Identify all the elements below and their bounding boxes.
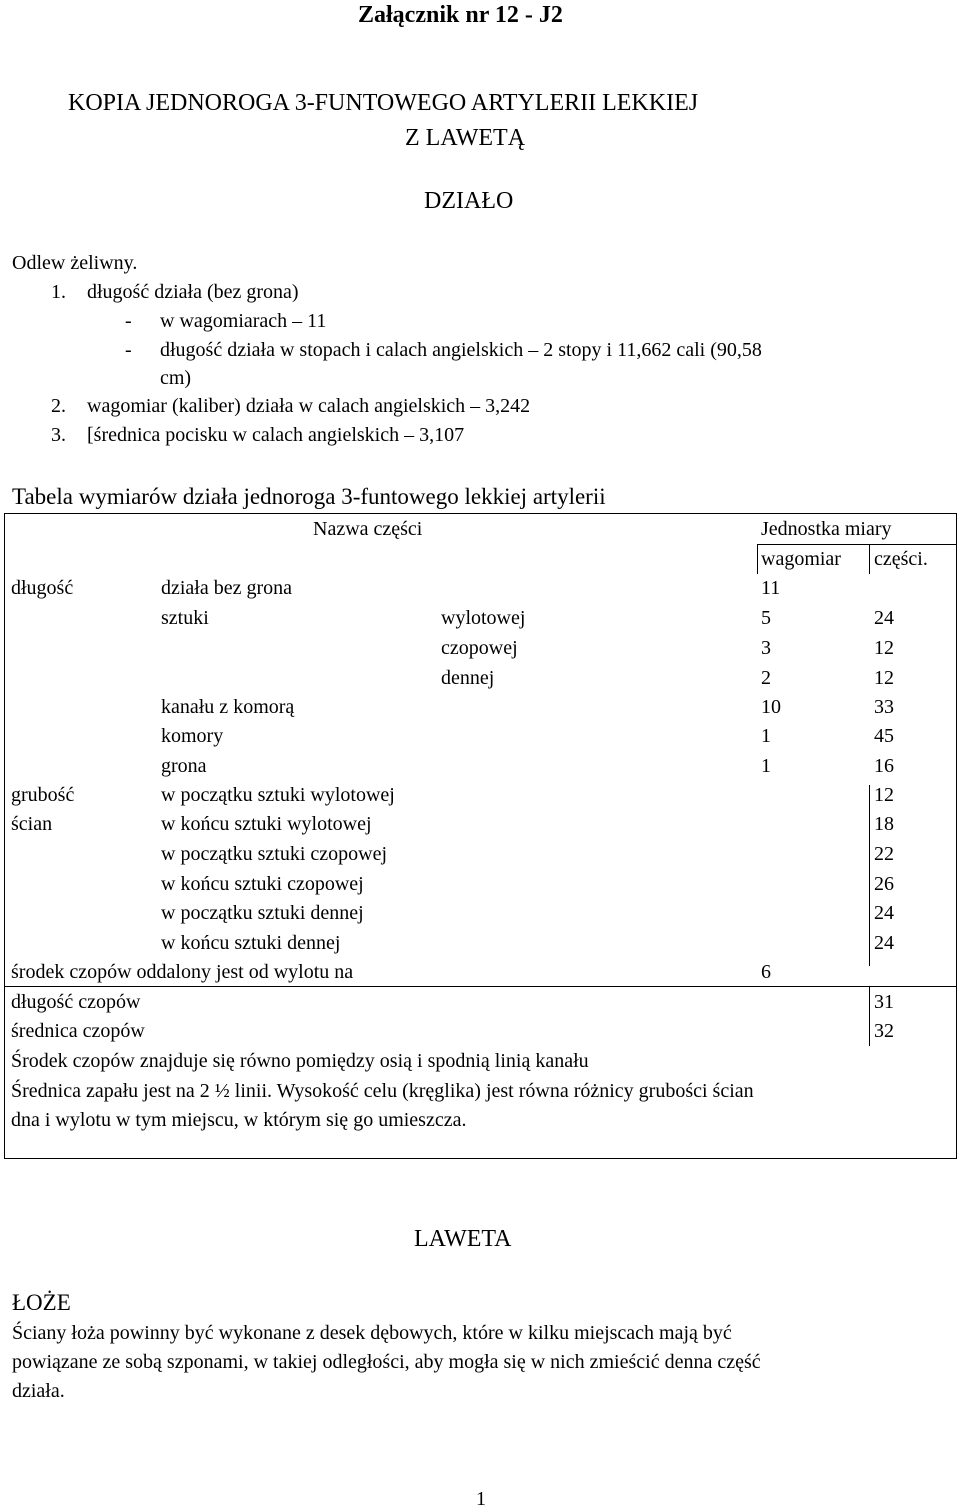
header-unit-wagomiar: wagomiar: [761, 548, 841, 570]
row-label: środek czopów oddalony jest od wylotu na: [11, 961, 354, 983]
row-value-czesci: 18: [874, 813, 894, 835]
grid-line: [869, 986, 870, 1046]
row-value-wagomiar: 6: [761, 961, 771, 983]
row-value-czesci: 22: [874, 843, 894, 865]
carriage-paragraph-line2: powiązane ze sobą szponami, w takiej odległości, aby mogła się w nich zmieścić denna część: [12, 1351, 761, 1373]
row-value-wagomiar: 3: [761, 637, 771, 659]
grid-line: [757, 544, 758, 574]
grid-line: [869, 785, 870, 966]
intro-item-5: [średnica pocisku w calach angielskich – 3,107: [87, 424, 465, 446]
row-value-wagomiar: 1: [761, 755, 771, 777]
intro-item-3-continued: cm): [160, 367, 192, 389]
row-value-wagomiar: 11: [761, 577, 781, 599]
row-value-wagomiar: 10: [761, 696, 781, 718]
carriage-paragraph-line3: działa.: [12, 1380, 65, 1402]
row-value-czesci: 12: [874, 637, 894, 659]
cast-note: Odlew żeliwny.: [12, 252, 138, 274]
row-sublabel: czopowej: [441, 637, 518, 659]
row-value-czesci: 24: [874, 902, 894, 924]
intro-num-1: 1.: [51, 281, 66, 303]
row-label: grona: [161, 755, 207, 777]
note-fuse-line1: Średnica zapału jest na 2 ½ linii. Wysokość celu (kręglika) jest równa różnicy grubości ścian: [11, 1080, 754, 1102]
note-trunnion-axis: Środek czopów znajduje się równo pomiędzy osią i spodnią linią kanału: [11, 1050, 589, 1072]
header-part-name: Nazwa części: [313, 518, 423, 540]
document-title-line2: Z LAWETĄ: [405, 125, 526, 151]
row-label: w początku sztuki dennej: [161, 902, 364, 924]
intro-num-3: -: [125, 339, 132, 361]
intro-item-1: długość działa (bez grona): [87, 281, 299, 303]
row-value-czesci: 24: [874, 932, 894, 954]
group-thickness-walls: ścian: [11, 813, 53, 835]
row-value-czesci: 26: [874, 873, 894, 895]
row-value-czesci: 33: [874, 696, 894, 718]
row-label: sztuki: [161, 607, 209, 629]
intro-item-3: długość działa w stopach i calach angielskich – 2 stopy i 11,662 cali (90,58: [160, 339, 762, 361]
row-label: komory: [161, 725, 224, 747]
row-value-czesci: 31: [874, 991, 894, 1013]
row-label: w końcu sztuki wylotowej: [161, 813, 372, 835]
row-label: działa bez grona: [161, 577, 293, 599]
row-value-czesci: 16: [874, 755, 894, 777]
row-value-wagomiar: 1: [761, 725, 771, 747]
row-label: w końcu sztuki czopowej: [161, 873, 364, 895]
intro-item-4: wagomiar (kaliber) działa w calach angielskich – 3,242: [87, 395, 531, 417]
note-fuse-line2: dna i wylotu w tym miejscu, w którym się go umieszcza.: [11, 1109, 467, 1131]
row-label: w końcu sztuki dennej: [161, 932, 341, 954]
intro-num-4: 2.: [51, 395, 66, 417]
grid-line: [757, 544, 957, 545]
row-sublabel: dennej: [441, 667, 495, 689]
row-value-czesci: 12: [874, 784, 894, 806]
table-caption: Tabela wymiarów działa jednoroga 3-funtowego lekkiej artylerii: [12, 484, 606, 509]
group-thickness: grubość: [11, 784, 75, 806]
intro-num-2: -: [125, 310, 132, 332]
section-heading-gun: DZIAŁO: [424, 188, 514, 214]
dimensions-table: [4, 513, 957, 1159]
page-number: 1: [476, 1488, 486, 1510]
section-heading-carriage: LAWETA: [414, 1226, 512, 1252]
row-label: w początku sztuki wylotowej: [161, 784, 395, 806]
row-value-czesci: 32: [874, 1020, 894, 1042]
annex-label: Załącznik nr 12 - J2: [358, 2, 563, 28]
row-value-czesci: 12: [874, 667, 894, 689]
group-length: długość: [11, 577, 74, 599]
grid-line: [5, 986, 957, 987]
carriage-paragraph-line1: Ściany łoża powinny być wykonane z desek dębowych, które w kilku miejscach mają być: [12, 1322, 732, 1344]
row-label: kanału z komorą: [161, 696, 295, 718]
row-value-wagomiar: 2: [761, 667, 771, 689]
row-label: średnica czopów: [11, 1020, 145, 1042]
row-value-czesci: 45: [874, 725, 894, 747]
document-title-line1: KOPIA JEDNOROGA 3-FUNTOWEGO ARTYLERII LEKKIEJ: [68, 90, 699, 116]
row-sublabel: wylotowej: [441, 607, 526, 629]
subsection-heading-bed: ŁOŻE: [12, 1290, 71, 1315]
row-value-wagomiar: 5: [761, 607, 771, 629]
row-label: w początku sztuki czopowej: [161, 843, 388, 865]
row-label: długość czopów: [11, 991, 141, 1013]
intro-item-2: w wagomiarach – 11: [160, 310, 327, 332]
header-unit-czesci: części.: [874, 548, 928, 570]
row-value-czesci: 24: [874, 607, 894, 629]
intro-num-5: 3.: [51, 424, 66, 446]
grid-line: [869, 544, 870, 574]
header-unit: Jednostka miary: [761, 518, 892, 540]
